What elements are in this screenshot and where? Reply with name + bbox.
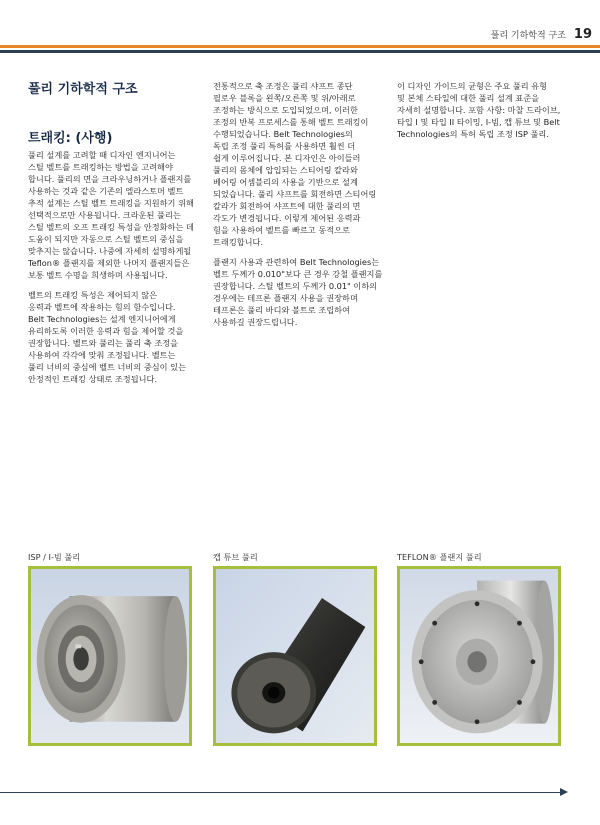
arrow-right-icon xyxy=(560,788,568,796)
page-number: 19 xyxy=(573,27,592,42)
text-column-2 xyxy=(213,80,385,336)
paragraph: 벨트의 트래킹 특성은 제어되지 않은 응력과 벨트에 작용하는 힘의 함수입니다. Belt Technologies는 설계 엔지니어에게 유리하도록 이러한 응력과 힘을 제어할 것을 권장합니다. 벨트와 풀리는 풀리 축 조정을 사용하여 각각에 맞춰 조정됩니다. 벨트는 풀리 너비의 중심에 벨트 너비의 중심이 있는 안정적인 트래킹 상태로 조정됩니다. xyxy=(28,290,186,384)
header-rule-orange xyxy=(0,45,600,48)
sub-title: 트래킹: (사행) xyxy=(28,131,113,146)
paragraph: 플랜지 사용과 관련하여 Belt Technologies는 벨트 두께가 0.010"보다 큰 경우 강철 플랜지를 권장합니다. 스틸 벨트의 두께가 0.01" 이하의 경우에는 테프론 플랜지 사용을 권장하며 테프론은 풀리 바디와 볼트로 조립하여 사용하길 권장드립니다. xyxy=(213,257,383,327)
text-column-3 xyxy=(397,80,573,148)
image-caption-cap-tube: 캡 튜브 풀리 xyxy=(213,552,258,562)
isp-pulley-illustration xyxy=(28,566,192,746)
paragraph: 전통적으로 축 조정은 풀리 샤프트 종단 필로우 블록을 왼쪽/오른쪽 및 위/아래로 조정하는 방식으로 도입되었으며, 이러한 조정의 반복 프로세스를 통해 벨트 트래킹이 수행되었습니다. Belt Technologies의 독립 조정 풀리 특허를 사용하면 훨씬 더 쉽게 이루어집니다. 본 디자인은 아이들러 풀리의 몸체에 압입되는 스티어링 칼라와 베어링 어셈블리의 사용을 기반으로 설계 되었습니다. 풀리 샤프트를 회전하면 스티어링 칼라가 회전하여 샤프트에 대한 풀리의 면 각도가 변경됩니다. 이렇게 제어된 응력과 힘을 사용하여 벨트를 빠르고 동적으로 트래킹합니다. xyxy=(213,81,377,247)
paragraph: 이 디자인 가이드의 균형은 주요 풀리 유형 및 본체 스타일에 대한 풀리 설계 표준을 자세히 설명합니다. 포함 사항: 마찰 드라이브, 타입 I 및 타입 II 타이밍, I-빔, 캡 튜브 및 Belt Technologies의 특허 독립 조정 ISP 풀리. xyxy=(397,81,561,139)
page-header xyxy=(491,27,592,42)
image-caption-teflon: TEFLON® 플랜지 풀리 xyxy=(397,552,482,562)
cap-tube-pulley-illustration xyxy=(213,566,377,746)
section-title: 풀리 기하학적 구조 xyxy=(28,82,138,97)
header-section-name: 풀리 기하학적 구조 xyxy=(490,31,566,41)
paragraph: 풀리 설계를 고려할 때 디자인 엔지니어는 스틸 벨트를 트래킹하는 방법을 고려해야 합니다. 풀리의 면을 크라우닝하거나 플랜지를 사용하는 것과 같은 기존의 엘라스토머 벨트 추적 설계는 스틸 벨트 트래킹을 지원하기 위해 선택적으로만 사용됩니다. 크라운된 풀리는 스틸 벨트의 오프 트래킹 특성을 안정화하는 데 도움이 되지만 자동으로 스틸 벨트의 중심을 맞추지는 않습니다. 나중에 자세히 설명하게될 Teflon® 플랜지를 제외한 나머지 플랜지들은 보통 벨트 수명을 희생하며 사용됩니다. xyxy=(28,150,194,280)
text-column-1 xyxy=(28,80,198,393)
teflon-flange-pulley-illustration xyxy=(397,566,561,746)
footer-rule xyxy=(0,792,562,793)
header-rule-navy xyxy=(0,50,600,53)
image-caption-isp: ISP / I-빔 풀리 xyxy=(28,552,81,562)
